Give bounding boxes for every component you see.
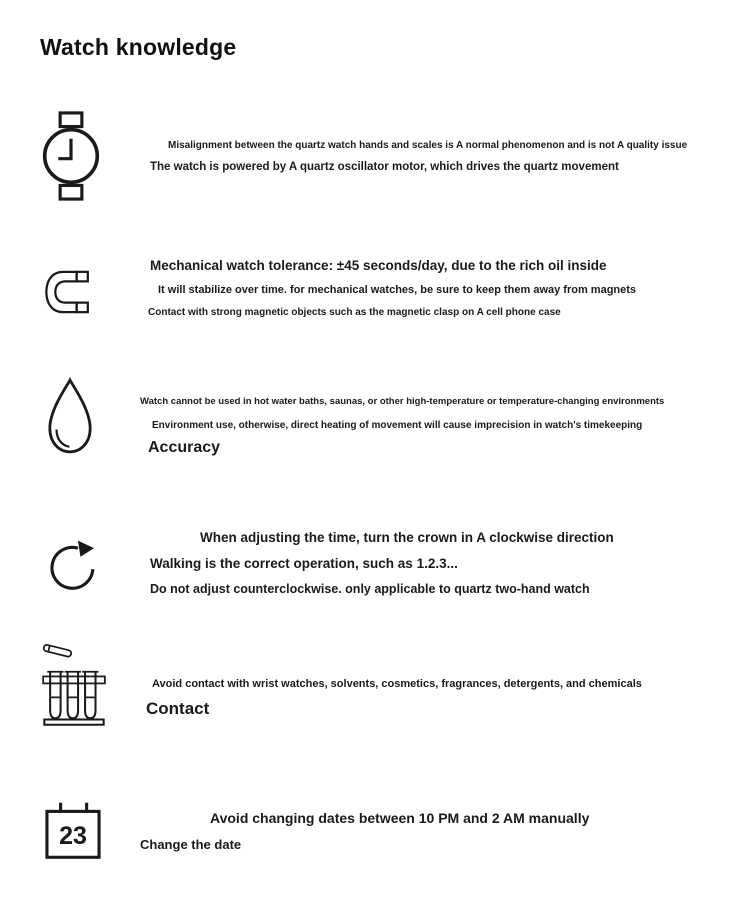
test-tubes-icon bbox=[42, 640, 106, 728]
section-text bbox=[140, 396, 664, 458]
water-drop-icon bbox=[42, 374, 98, 458]
text-line: Avoid contact with wrist watches, solvents, cosmetics, fragrances, detergents, and chemicals bbox=[152, 678, 642, 690]
calendar-icon bbox=[42, 792, 104, 868]
text-line: Mechanical watch tolerance: ±45 seconds/day, due to the rich oil inside bbox=[150, 258, 607, 273]
text-line: Contact with strong magnetic objects such as the magnetic clasp on A cell phone case bbox=[148, 306, 561, 318]
text-line: Environment use, otherwise, direct heating of movement will cause imprecision in watch's timekeeping bbox=[152, 419, 643, 431]
section-text bbox=[140, 530, 614, 597]
section-label: Contact bbox=[146, 698, 210, 718]
section-text bbox=[140, 678, 642, 719]
rotate-arrow-icon bbox=[42, 524, 104, 602]
watch-icon bbox=[42, 110, 100, 202]
magnet-icon bbox=[42, 264, 100, 320]
text-line: The watch is powered by A quartz oscillator motor, which drives the quartz movement bbox=[150, 160, 619, 173]
text-line: Walking is the correct operation, such as 1.2.3... bbox=[150, 555, 458, 571]
text-line: When adjusting the time, turn the crown in A clockwise direction bbox=[200, 530, 614, 545]
text-line: Misalignment between the quartz watch hands and scales is A normal phenomenon and is not A quality issue bbox=[168, 140, 688, 151]
text-line: Do not adjust counterclockwise. only applicable to quartz two-hand watch bbox=[150, 581, 590, 596]
text-line: Avoid changing dates between 10 PM and 2 AM manually bbox=[210, 810, 590, 826]
section-text bbox=[140, 810, 589, 853]
page-title: Watch knowledge bbox=[40, 34, 237, 60]
section-label: Accuracy bbox=[148, 439, 221, 457]
section-label: Change the date bbox=[140, 836, 242, 852]
text-line: Watch cannot be used in hot water baths, saunas, or other high-temperature or temperature-changing environments bbox=[140, 396, 665, 407]
section-text bbox=[140, 258, 636, 319]
text-line: It will stabilize over time. for mechanical watches, be sure to keep them away from magnets bbox=[158, 283, 637, 296]
calendar-day-number: 23 bbox=[59, 822, 87, 850]
section-text bbox=[140, 140, 687, 174]
section-change-date bbox=[0, 784, 750, 860]
